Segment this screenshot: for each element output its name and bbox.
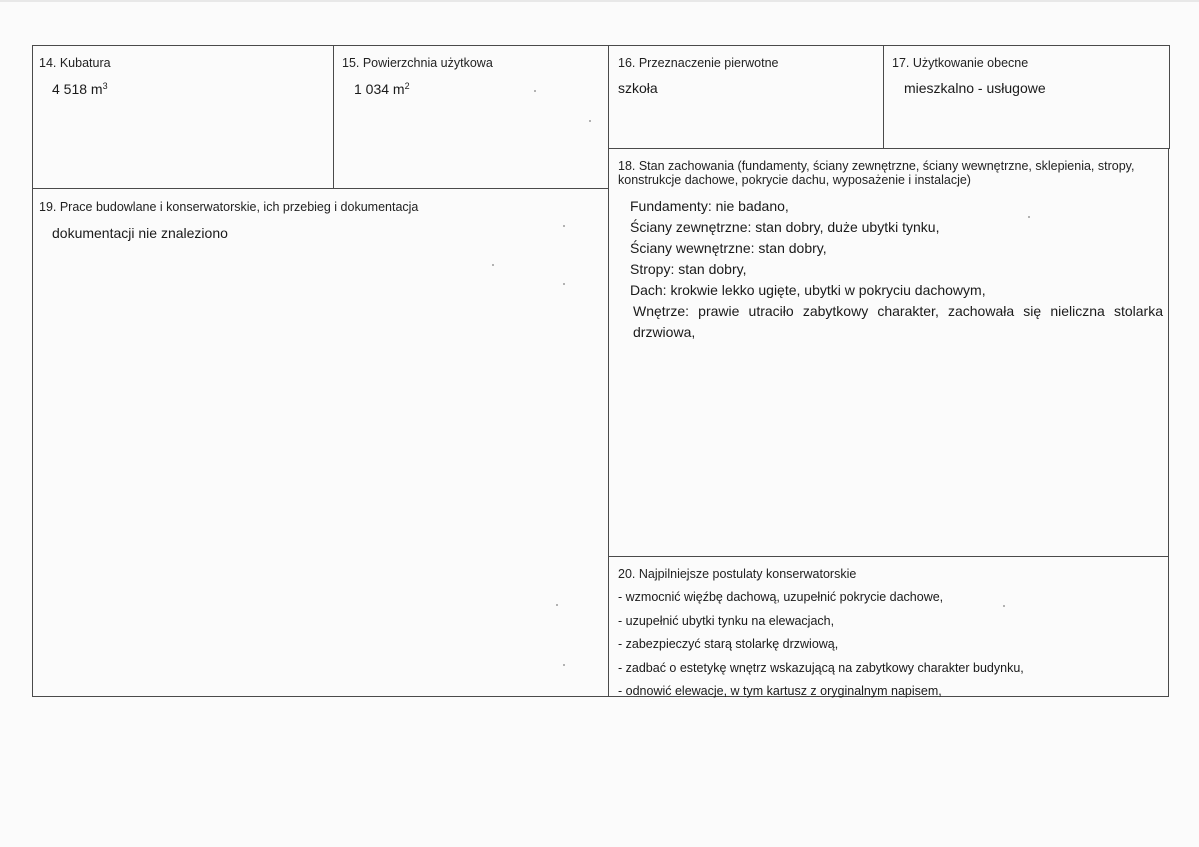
field-18-line: Fundamenty: nie badano, xyxy=(630,198,789,214)
list-item: - uzupełnić ubytki tynku na elewacjach, xyxy=(618,613,835,628)
field-16-label: 16. Przeznaczenie pierwotne xyxy=(618,56,779,70)
field-18-stan-zachowania xyxy=(608,148,1169,557)
scan-top-edge xyxy=(0,0,1199,2)
field-18-line: Ściany wewnętrzne: stan dobry, xyxy=(630,240,827,256)
field-15-label: 15. Powierzchnia użytkowa xyxy=(342,56,493,70)
field-15-value xyxy=(354,80,410,98)
field-18-label-line-2: konstrukcje dachowe, pokrycie dachu, wyposażenie i instalacje) xyxy=(618,173,971,187)
field-15-number: 1 034 m xyxy=(354,81,405,97)
field-17-value: mieszkalno - usługowe xyxy=(904,80,1046,96)
field-14-unit-exponent: 3 xyxy=(102,81,108,91)
list-item: - wzmocnić więźbę dachową, uzupełnić pokrycie dachowe, xyxy=(618,590,944,604)
field-14-number: 4 518 m xyxy=(52,81,103,97)
field-19-label: 19. Prace budowlane i konserwatorskie, ich przebieg i dokumentacja xyxy=(39,200,419,214)
scan-speck xyxy=(534,90,536,92)
field-18-content xyxy=(630,196,1163,343)
scan-speck xyxy=(563,664,565,666)
field-14-label: 14. Kubatura xyxy=(39,56,111,70)
scan-speck xyxy=(563,283,565,285)
field-16-przeznaczenie xyxy=(608,45,884,149)
field-18-line: drzwiowa, xyxy=(633,324,696,340)
scan-speck xyxy=(589,120,591,122)
field-16-value: szkoła xyxy=(618,80,658,96)
field-18-line: Dach: krokwie lekko ugięte, ubytki w pokryciu dachowym, xyxy=(630,282,986,298)
field-14-kubatura xyxy=(32,45,334,189)
field-17-label: 17. Użytkowanie obecne xyxy=(892,56,1029,70)
list-item: - odnowić elewacje, w tym kartusz z oryginalnym napisem, xyxy=(618,684,942,698)
field-20-list xyxy=(618,586,1158,704)
scan-speck xyxy=(1003,605,1005,607)
scan-speck xyxy=(563,225,565,227)
field-20-label: 20. Najpilniejsze postulaty konserwatorskie xyxy=(618,567,857,581)
field-14-value xyxy=(52,80,108,98)
scan-speck xyxy=(556,604,558,606)
field-15-unit-exponent: 2 xyxy=(404,81,410,91)
field-18-line: Stropy: stan dobry, xyxy=(630,261,747,277)
field-19-value: dokumentacji nie znaleziono xyxy=(52,225,228,241)
field-18-line: Ściany zewnętrzne: stan dobry, duże ubytki tynku, xyxy=(630,219,940,235)
field-17-uzytkowanie xyxy=(883,45,1170,149)
field-20-postulaty xyxy=(608,556,1169,697)
field-19-prace-budowlane xyxy=(32,188,609,697)
field-15-powierzchnia xyxy=(333,45,609,189)
field-18-line: Wnętrze: prawie utraciło zabytkowy charakter, zachowała się nieliczna stolarka xyxy=(633,303,1163,319)
scan-speck xyxy=(492,264,494,266)
list-item: - zadbać o estetykę wnętrz wskazującą na zabytkowy charakter budynku, xyxy=(618,660,1024,675)
scan-speck xyxy=(1028,216,1030,218)
field-18-label-line-1: 18. Stan zachowania (fundamenty, ściany zewnętrzne, ściany wewnętrzne, sklepienia, stropy, xyxy=(618,159,1135,173)
list-item: - zabezpieczyć starą stolarkę drzwiową, xyxy=(618,637,839,651)
